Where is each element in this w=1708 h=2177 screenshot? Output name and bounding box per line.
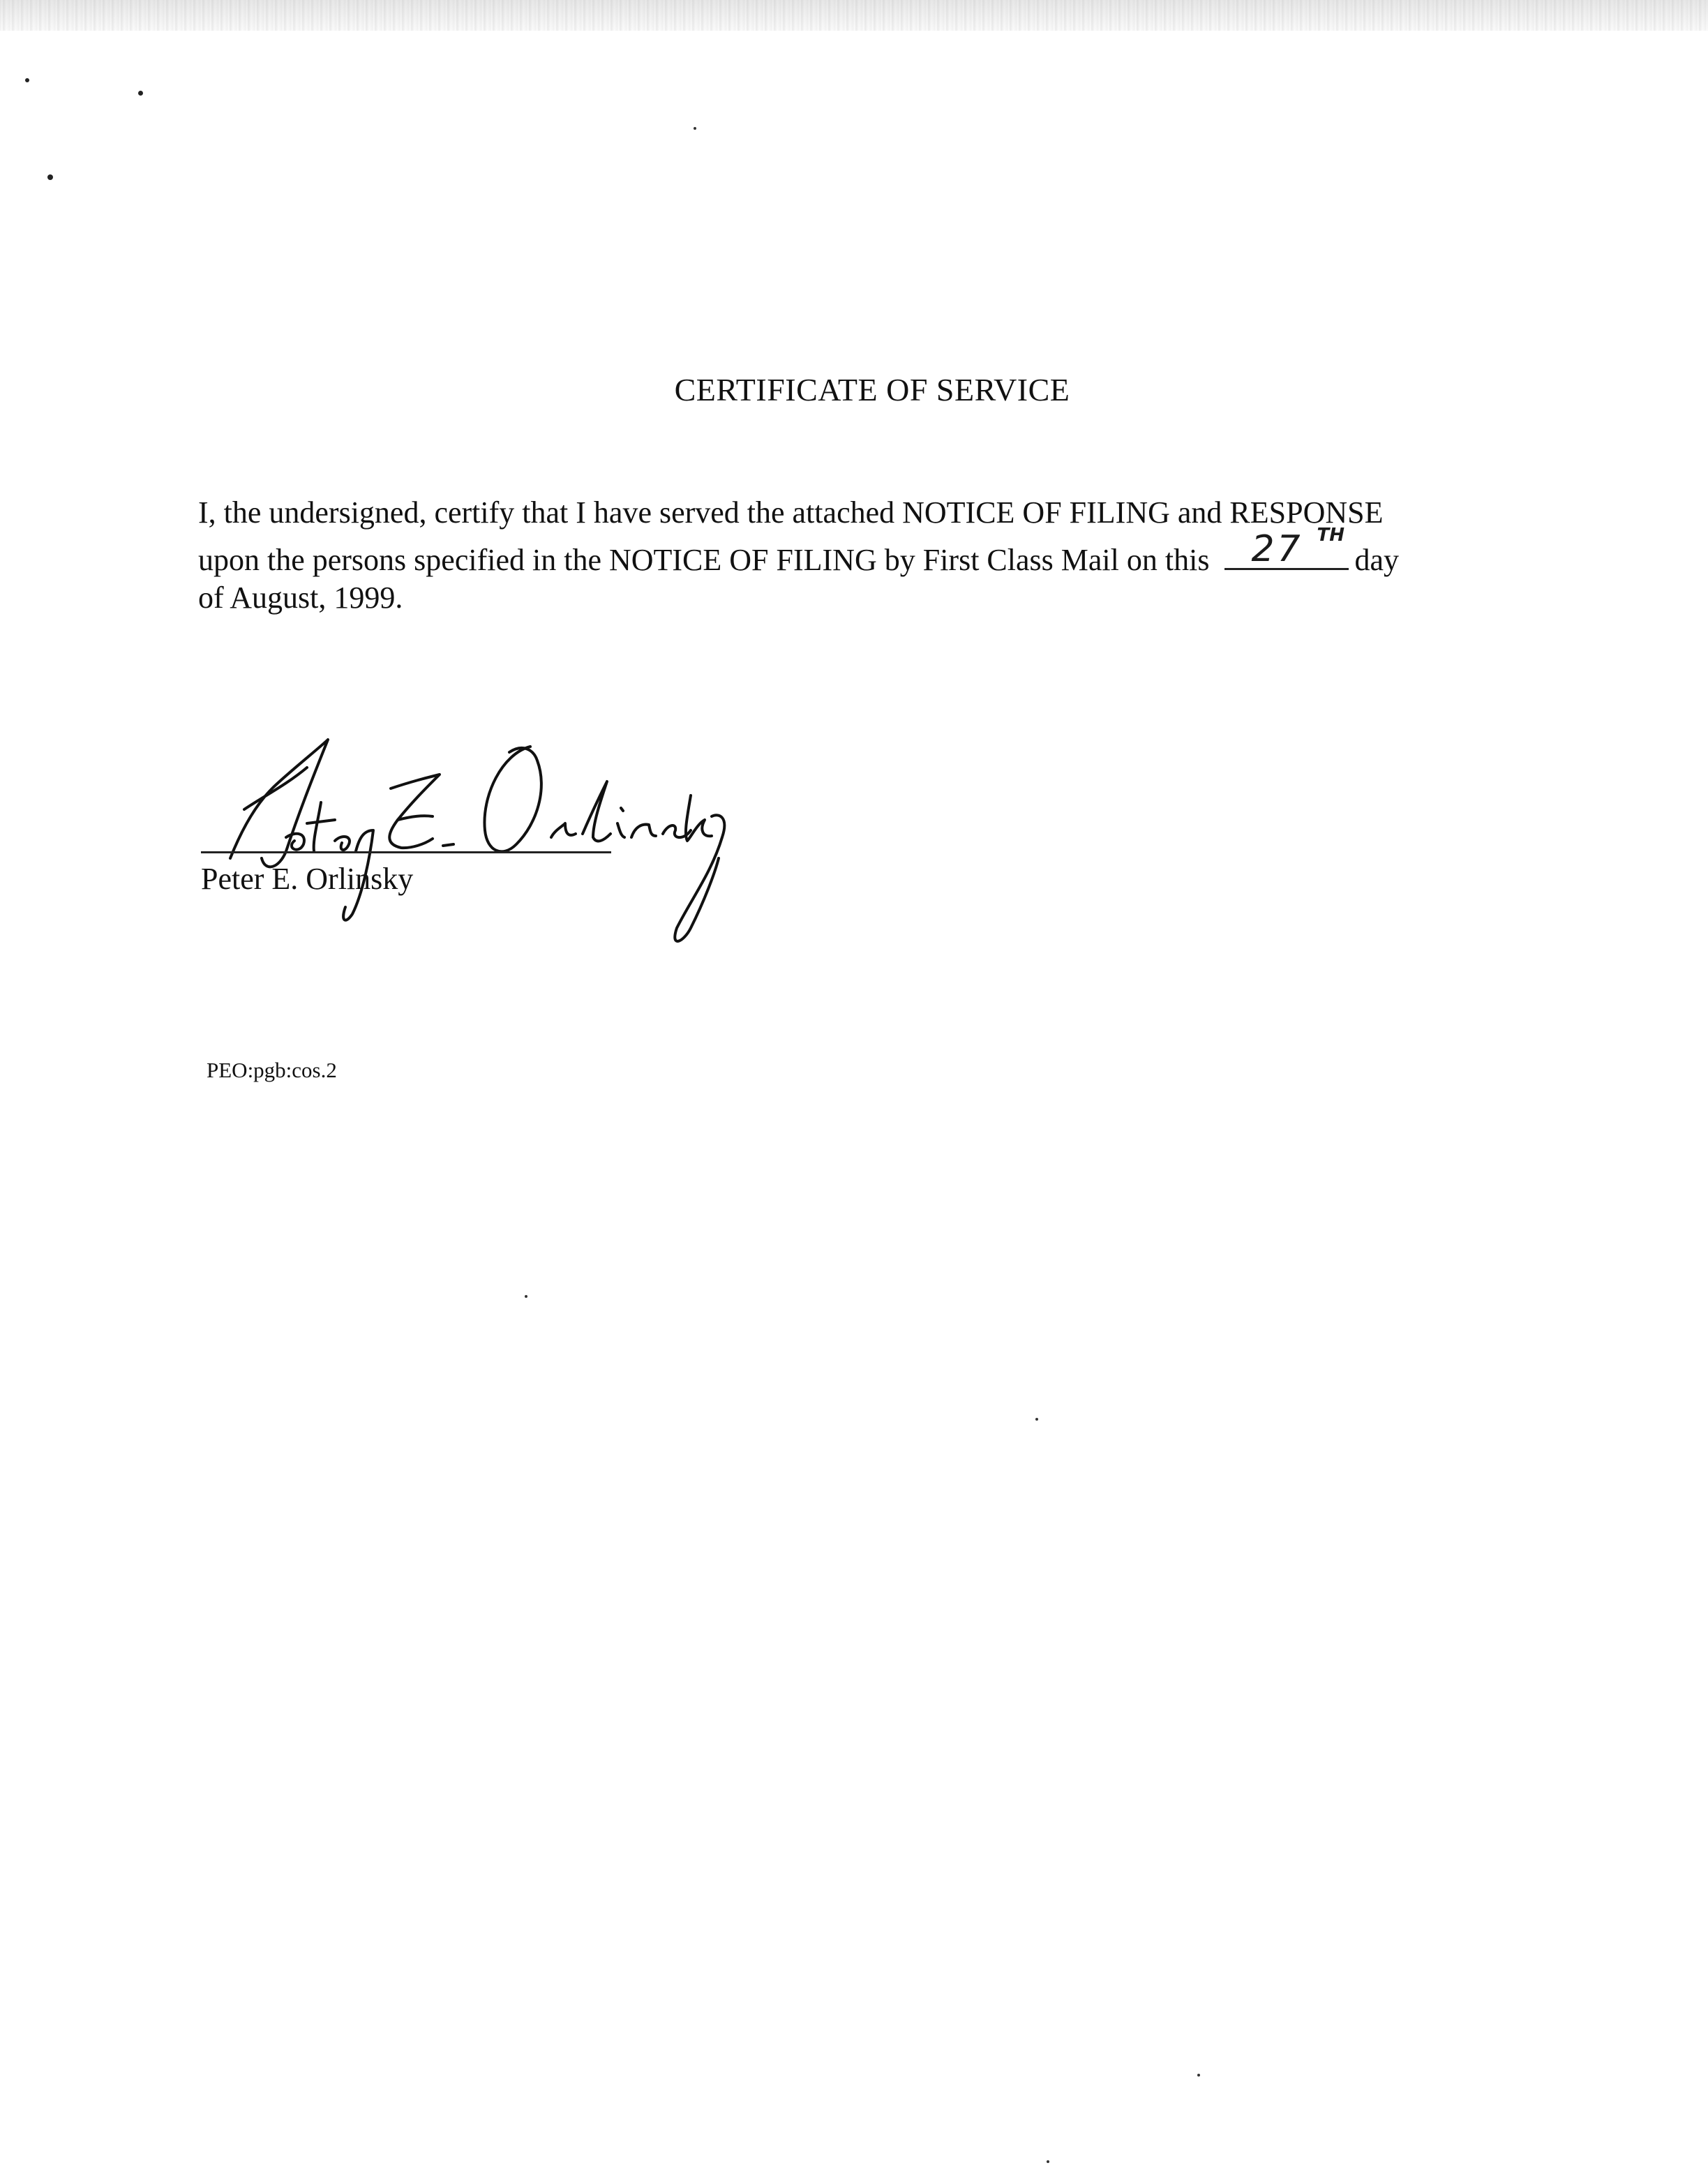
signature-line [201, 851, 611, 853]
scan-noise-band [0, 0, 1708, 31]
handwritten-day: 27 [1251, 528, 1303, 570]
body-line-1: I, the undersigned, certify that I have served the attached NOTICE OF FILING and RESPONSE [198, 495, 1384, 530]
scan-dot [1035, 1418, 1038, 1421]
scan-speck [25, 78, 29, 82]
scan-dot [525, 1295, 527, 1298]
handwritten-signature [202, 719, 761, 956]
body-line-2-text: upon the persons specified in the NOTICE OF FILING by First Class Mail on this [198, 543, 1210, 577]
scan-speck [138, 91, 143, 96]
handwritten-day-suffix: TH [1317, 525, 1344, 546]
day-blank [1224, 525, 1349, 570]
scan-speck [47, 174, 53, 180]
scan-dot [694, 127, 696, 130]
scan-dot [1047, 2160, 1049, 2163]
signer-name: Peter E. Orlinsky [201, 862, 414, 896]
reference-code: PEO:pgb:cos.2 [207, 1058, 337, 1082]
scan-dot [1197, 2074, 1200, 2077]
body-line-2-end: day [1354, 543, 1399, 577]
body-line-2 [198, 525, 1538, 582]
body-line-3: of August, 1999. [198, 581, 403, 615]
document-title: CERTIFICATE OF SERVICE [674, 372, 1070, 407]
